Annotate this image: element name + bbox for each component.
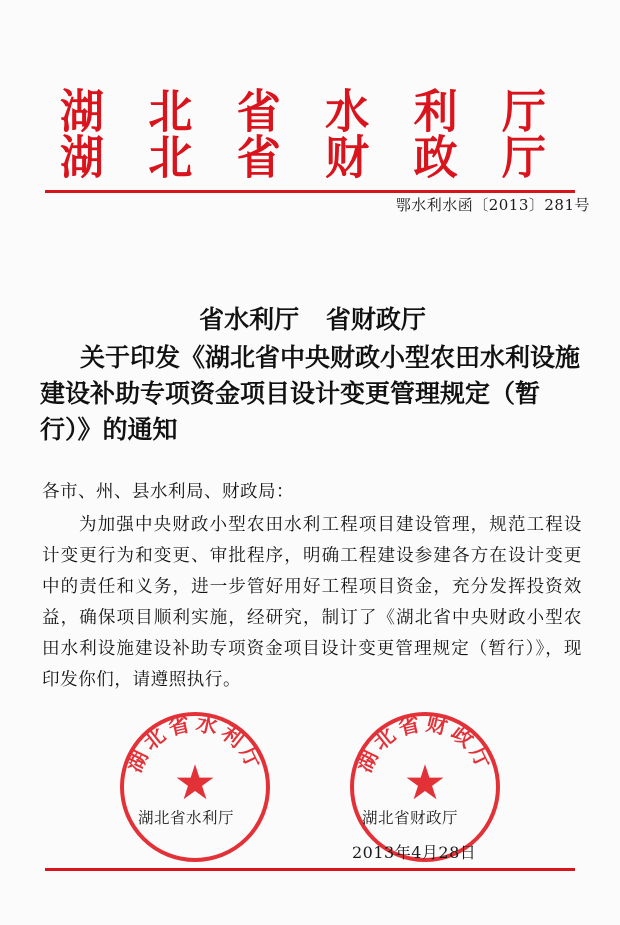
- letterhead-char: 北: [148, 131, 207, 186]
- letterhead-char: 政: [413, 131, 472, 186]
- letterhead-char: 利: [413, 85, 472, 140]
- letterhead-line-water: [60, 85, 560, 140]
- letterhead-char: 厅: [501, 85, 560, 140]
- salutation: 各市、州、县水利局、财政局：: [42, 482, 294, 502]
- star-icon: ★: [173, 755, 217, 812]
- letterhead-char: 水: [325, 85, 384, 140]
- signature-water-department: 湖北省水利厅: [138, 809, 235, 827]
- body-paragraph: 为加强中央财政小型农田水利工程项目建设管理，规范工程设计变更行为和变更、审批程序，明确工程建设参建各方在设计变更中的责任和义务，进一步管好用好工程项目资金，充分发挥投资效益，确保项目顺利实施，经研究，制订了《湖北省中央财政小型农田水利设施建设补助专项资金项目设计变更管理规定（暂行）》，现印发你们，请遵照执行。: [42, 515, 582, 690]
- letterhead-char: 财: [325, 131, 384, 186]
- letterhead-char: 湖: [60, 131, 118, 186]
- seal-right-text: 湖北省财政厅: [352, 712, 498, 776]
- seal-left-text: 湖北省水利厅: [122, 712, 268, 776]
- title-main: 关于印发《湖北省中央财政小型农田水利设施建设补助专项资金项目设计变更管理规定（暂行）》的通知: [40, 343, 581, 444]
- letterhead-char: 省: [236, 85, 295, 140]
- header-red-rule: [45, 190, 575, 193]
- signature-finance-department: 湖北省财政厅: [362, 809, 459, 827]
- letterhead-char: 湖: [60, 85, 118, 140]
- letterhead-char: 北: [148, 85, 207, 140]
- star-icon: ★: [403, 755, 447, 812]
- title-issuers: 省水利厅 省财政厅: [199, 305, 426, 334]
- signature-date: 2013年4月28日: [352, 843, 477, 862]
- document-number: 鄂水利水函〔2013〕281号: [395, 196, 590, 214]
- letterhead: [60, 85, 560, 186]
- letterhead-line-finance: [60, 131, 560, 186]
- letterhead-char: 厅: [501, 131, 560, 186]
- seal-water-department: [120, 712, 270, 862]
- document-title: [40, 302, 585, 448]
- footer-red-rule: [45, 868, 575, 871]
- letterhead-char: 省: [236, 131, 295, 186]
